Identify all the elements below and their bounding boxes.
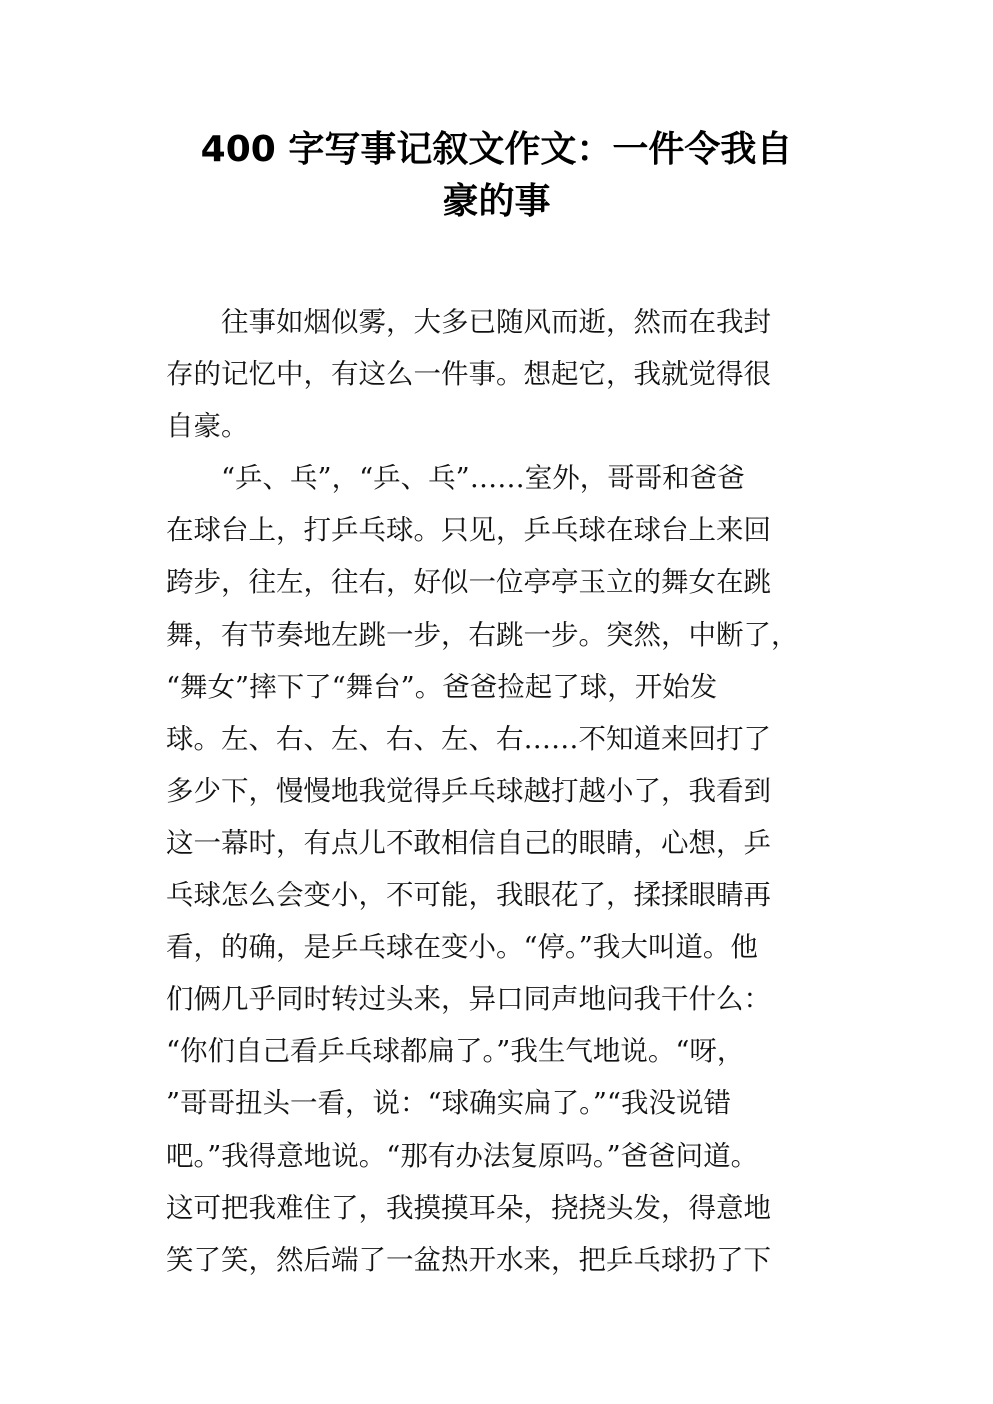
body-line: 笑了笑，然后端了一盆热开水来，把乒乓球扔了下: [166, 1243, 771, 1276]
body-line: 存的记忆中，有这么一件事。想起它，我就觉得很: [166, 358, 771, 391]
body-line: 球。左、右、左、右、左、右……不知道来回打了: [166, 722, 771, 755]
body-line: 往事如烟似雾，大多已随风而逝，然而在我封: [166, 306, 771, 338]
body-line: “乒、乓”，“乒、乓”……室外，哥哥和爸爸: [166, 462, 745, 495]
body-line: 乓球怎么会变小，不可能，我眼花了，揉揉眼睛再: [166, 879, 771, 912]
body-line: 吧。”我得意地说。“那有办法复原吗。”爸爸问道。: [166, 1139, 759, 1172]
body-line: 们俩几乎同时转过头来，异口同声地问我干什么：: [166, 983, 771, 1016]
body-line: 这可把我难住了，我摸摸耳朵，挠挠头发，得意地: [166, 1191, 771, 1224]
body-line: ”哥哥扭头一看，说：“球确实扁了。”“我没说错: [166, 1087, 731, 1120]
title-line: 豪的事: [442, 181, 551, 222]
body-line: 多少下，慢慢地我觉得乒乓球越打越小了，我看到: [166, 774, 771, 807]
body-line: 在球台上，打乒乓球。只见，乒乓球在球台上来回: [166, 514, 771, 547]
body-line: 舞，有节奏地左跳一步，右跳一步。突然，中断了，: [166, 618, 799, 651]
body-line: “你们自己看乒乓球都扁了。”我生气地说。“呀，: [166, 1035, 745, 1068]
body-line: 看，的确，是乒乓球在变小。“停。”我大叫道。他: [166, 931, 758, 964]
body-line: “舞女”摔下了“舞台”。爸爸捡起了球，开始发: [166, 670, 718, 703]
body-line: 这一幕时，有点儿不敢相信自己的眼睛，心想，乒: [166, 826, 771, 859]
body-line: 自豪。: [166, 410, 249, 443]
document-title: [0, 124, 993, 228]
title-line: 400 字写事记叙文作文：一件令我自: [200, 129, 793, 170]
document-body: [166, 296, 846, 1286]
body-line: 跨步，往左，往右，好似一位亭亭玉立的舞女在跳: [166, 566, 771, 599]
